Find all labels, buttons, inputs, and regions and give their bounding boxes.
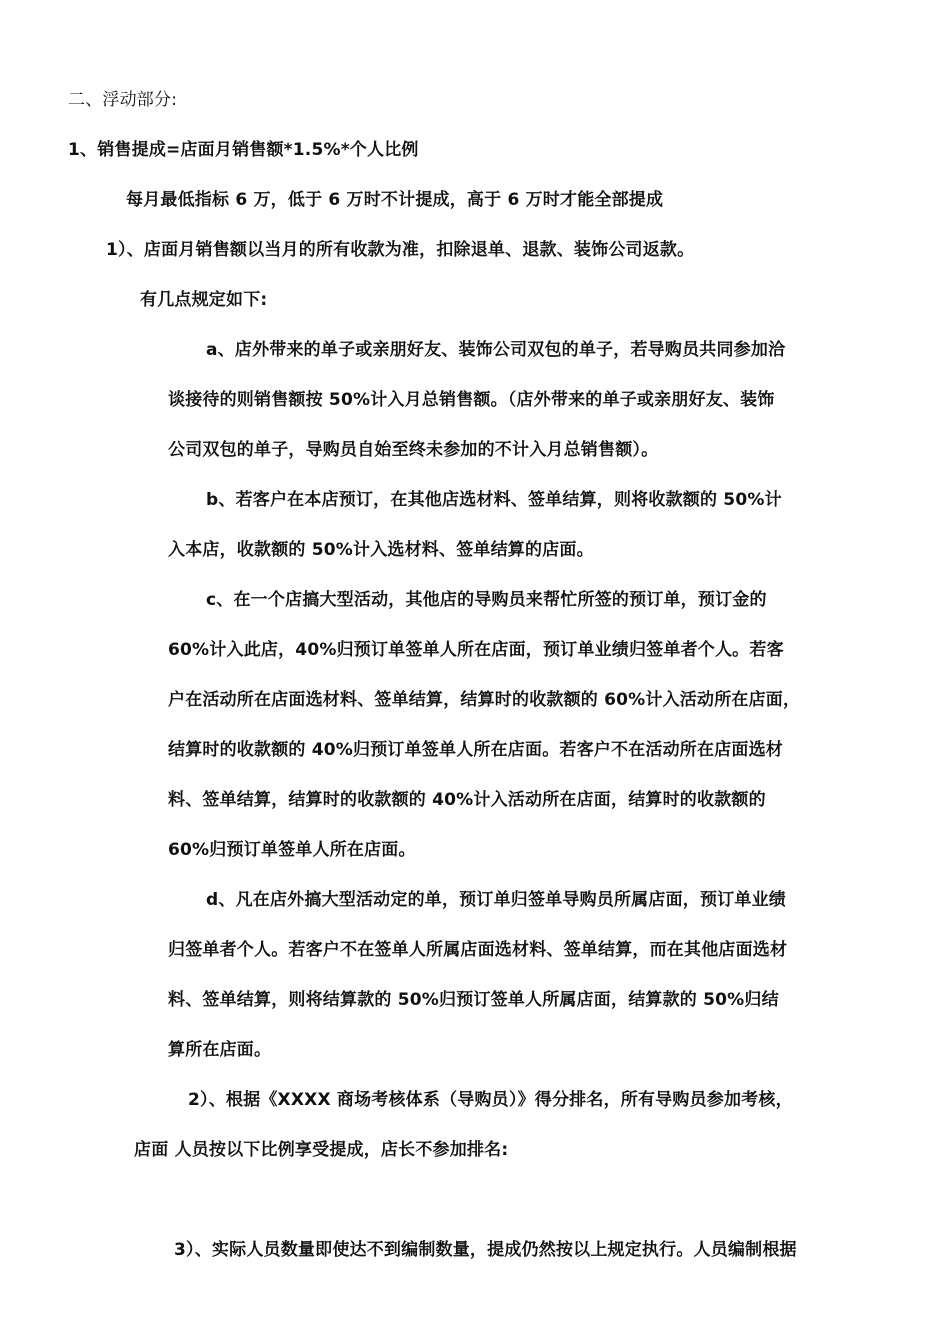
sub2-line: 店面 人员按以下比例享受提成，店长不参加排名: xyxy=(134,1140,509,1160)
sub3-line: 3）、实际人员数量即使达不到编制数量，提成仍然按以上规定执行。人员编制根据 xyxy=(174,1240,797,1260)
sub1-heading: 1）、店面月销售额以当月的所有收款为准，扣除退单、退款、装饰公司返款。 xyxy=(106,240,695,260)
rule-c-line: 60%归预订单签单人所在店面。 xyxy=(168,840,416,860)
rules-intro: 有几点规定如下: xyxy=(140,290,268,310)
item1-note: 每月最低指标 6 万，低于 6 万时不计提成，高于 6 万时才能全部提成 xyxy=(126,190,664,210)
rule-b-line: b、若客户在本店预订，在其他店选材料、签单结算，则将收款额的 50%计 xyxy=(206,490,782,510)
section-heading: 二、浮动部分: xyxy=(68,90,178,110)
rule-d-line: 料、签单结算，则将结算款的 50%归预订签单人所属店面，结算款的 50%归结 xyxy=(168,990,779,1010)
item1-title: 1、销售提成=店面月销售额*1.5%*个人比例 xyxy=(68,140,419,160)
rule-c-line: 户在活动所在店面选材料、签单结算，结算时的收款额的 60%计入活动所在店面， xyxy=(168,690,801,710)
rule-c-line: 料、签单结算，结算时的收款额的 40%计入活动所在店面，结算时的收款额的 xyxy=(168,790,766,810)
rule-b-line: 入本店，收款额的 50%计入选材料、签单结算的店面。 xyxy=(168,540,594,560)
sub2-line: 2）、根据《XXXX 商场考核体系（导购员）》得分排名，所有导购员参加考核， xyxy=(188,1090,793,1110)
rule-d-line: 归签单者个人。若客户不在签单人所属店面选材料、签单结算，而在其他店面选材 xyxy=(168,940,788,960)
rule-c-line: 结算时的收款额的 40%归预订单签单人所在店面。若客户不在活动所在店面选材 xyxy=(168,740,784,760)
rule-a-line: a、店外带来的单子或亲朋好友、装饰公司双包的单子，若导购员共同参加洽 xyxy=(206,340,786,360)
rule-d-line: 算所在店面。 xyxy=(168,1040,272,1060)
rule-c-line: c、在一个店搞大型活动，其他店的导购员来帮忙所签的预订单，预订金的 xyxy=(206,590,767,610)
rule-d-line: d、凡在店外搞大型活动定的单，预订单归签单导购员所属店面，预订单业绩 xyxy=(206,890,786,910)
rule-a-line: 公司双包的单子，导购员自始至终未参加的不计入月总销售额）。 xyxy=(168,440,659,460)
rule-a-line: 谈接待的则销售额按 50%计入月总销售额。（店外带来的单子或亲朋好友、装饰 xyxy=(168,390,775,410)
rule-c-line: 60%计入此店，40%归预订单签单人所在店面，预订单业绩归签单者个人。若客 xyxy=(168,640,784,660)
